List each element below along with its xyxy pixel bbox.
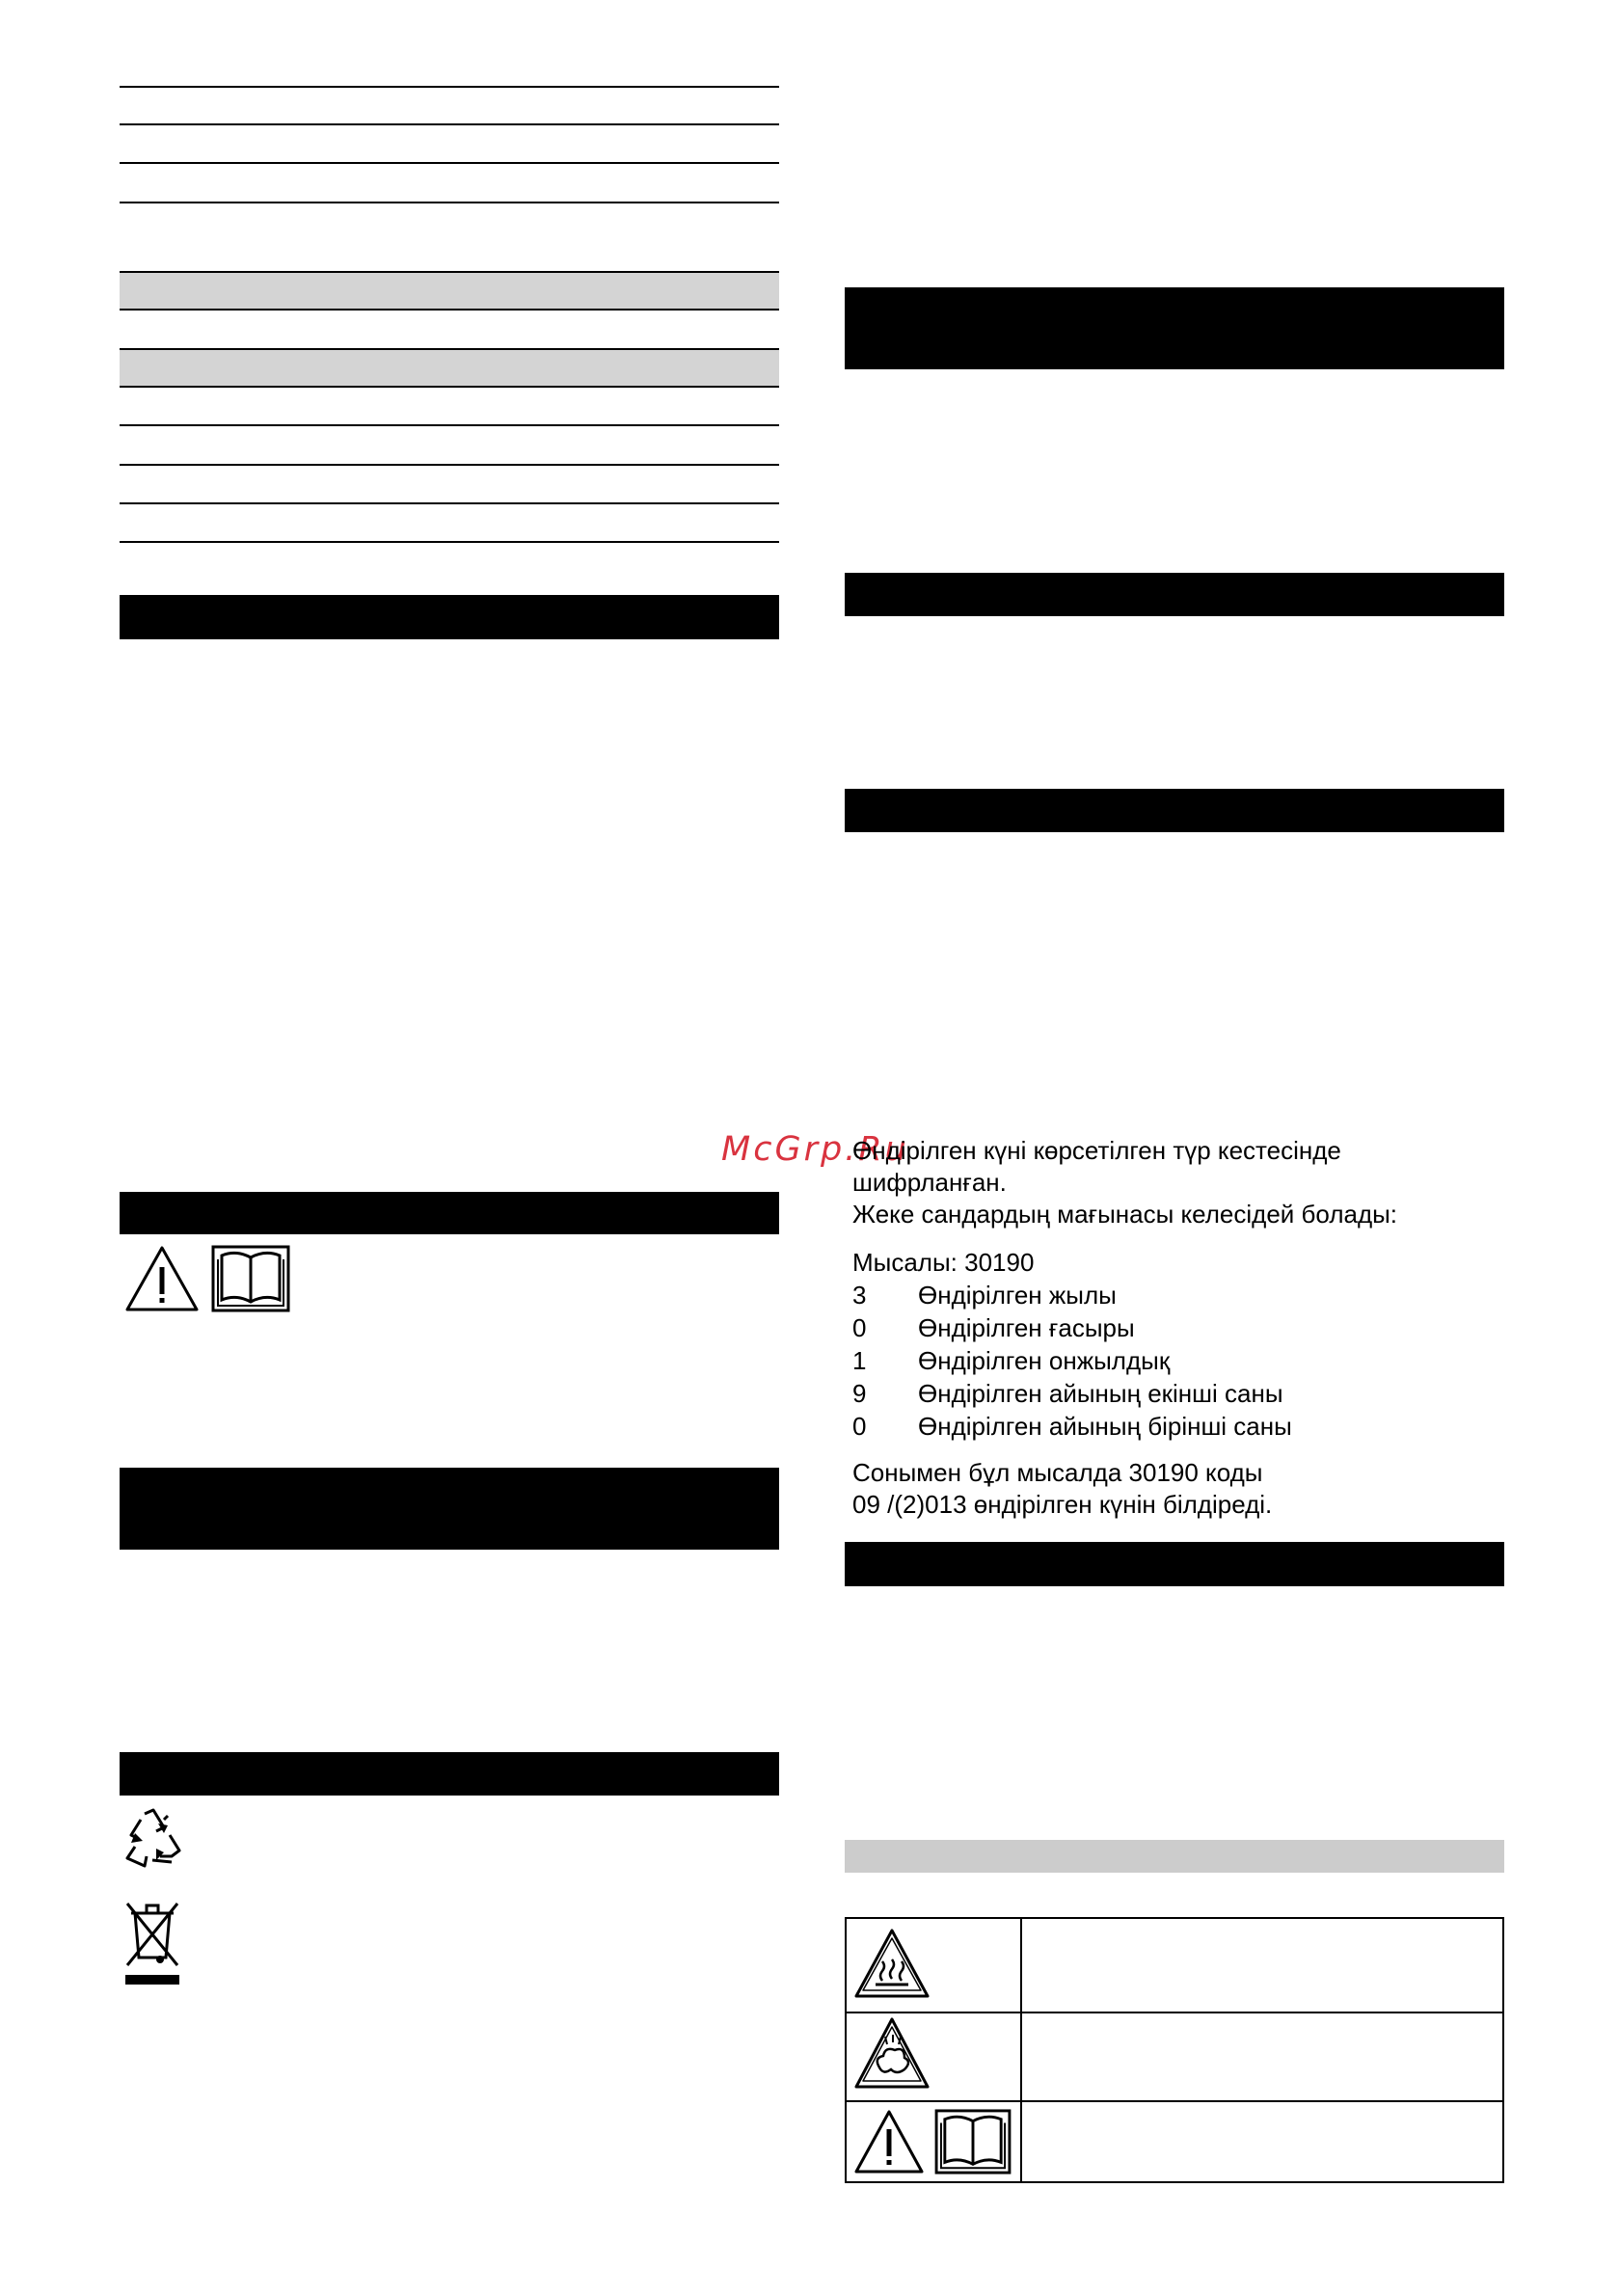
section-header-bar [845, 789, 1504, 832]
date-code-intro-line1: Өндірілген күні көрсетілген түр кестесінде [852, 1136, 1341, 1165]
date-code-intro-line2: шифрланған. [852, 1168, 1007, 1197]
section-header-bar [845, 573, 1504, 616]
hot-surface-warning-icon [852, 1927, 931, 2002]
section-subheader-bar [845, 1840, 1504, 1873]
list-item: 3 Өндірілген жылы [852, 1281, 1117, 1310]
open-book-manual-icon [933, 2108, 1012, 2175]
table-rule [120, 541, 779, 543]
table-rule [120, 202, 779, 203]
recycle-icon [121, 1806, 185, 1870]
section-header-bar [120, 1468, 779, 1550]
warning-triangle-icon [123, 1244, 201, 1313]
crossed-out-bin-icon [121, 1898, 183, 1986]
open-book-manual-icon [210, 1244, 291, 1313]
table-gray-row [120, 349, 779, 386]
warning-triangle-icon [852, 2108, 926, 2175]
table-rule [120, 271, 779, 273]
list-item: 0 Өндірілген ғасыры [852, 1313, 1135, 1342]
section-header-bar [120, 1192, 779, 1234]
list-item: 9 Өндірілген айының екінші саны [852, 1379, 1283, 1408]
steam-warning-icon [852, 2015, 931, 2093]
symbol-table [845, 1917, 1504, 2183]
section-header-bar [845, 1542, 1504, 1586]
table-rule [120, 424, 779, 426]
date-code-conclusion-line1: Сонымен бұл мысалда 30190 коды [852, 1458, 1263, 1487]
table-gray-row [120, 272, 779, 309]
list-item: 0 Өндірілген айының бірінші саны [852, 1412, 1292, 1441]
table-rule [120, 162, 779, 164]
table-rule [120, 86, 779, 88]
date-code-example-list [852, 1279, 1292, 1443]
table-rule [120, 123, 779, 125]
list-item: 1 Өндірілген онжылдық [852, 1346, 1171, 1375]
table-rule [120, 386, 779, 388]
date-code-conclusion-line2: 09 /(2)013 өндірілген күнін білдіреді. [852, 1490, 1273, 1519]
table-rule [120, 348, 779, 350]
section-header-bar [120, 1752, 779, 1796]
table-rule [120, 464, 779, 466]
table-rule [120, 502, 779, 504]
section-header-bar [120, 595, 779, 639]
section-header-bar [845, 287, 1504, 369]
date-code-example-title: Мысалы: 30190 [852, 1248, 1035, 1277]
watermark: McGrp.Ru [721, 1130, 909, 1169]
date-code-intro-line3: Жеке сандардың мағынасы келесідей болады: [852, 1200, 1398, 1229]
table-rule [120, 309, 779, 311]
